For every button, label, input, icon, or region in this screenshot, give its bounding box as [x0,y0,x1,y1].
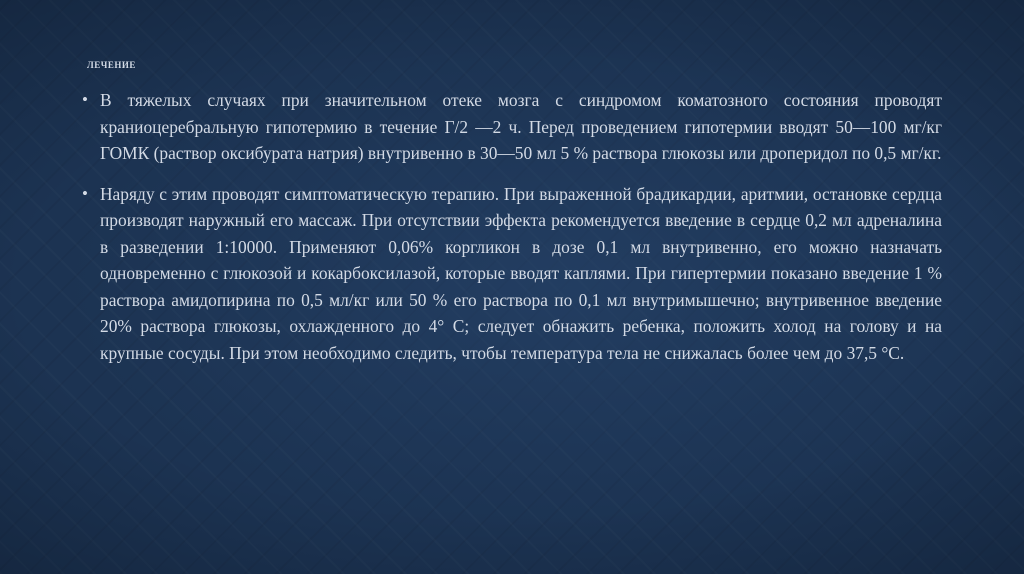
bullet-text: Наряду с этим проводят симптоматическую терапию. При выраженной брадикардии, аритмии, остановке сердца производят наружный его массаж. При отсутствии эффекта рекомендуется введение в сердце 0,2 мл адреналина в разведении 1:10000. Применяют 0,06% коргликон в дозе 0,1 мл внутривенно, его можно назначать одновременно с глюкозой и кокарбоксилазой, которые вводят каплями. При гипертермии показано введение 1 % раствора амидопирина по 0,5 мл/кг или 50 % его раствора по 0,1 мл внутримышечно; внутривенное введение 20% раствора глюкозы, охлажденного до 4° С; следует обнажить ребенка, положить холод на голову и на крупные сосуды. При этом необходимо следить, чтобы температура тела не снижалась более чем до 37,5 °С. [100,183,942,363]
slide-title: ЛЕЧЕНИЕ [87,60,136,70]
bullet-marker-icon: • [82,183,88,203]
bullet-marker-icon: • [82,90,88,109]
bullet-list [82,87,942,380]
bullet-text: В тяжелых случаях при значительном отеке мозга с синдромом коматозного состояния проводят краниоцеребральную гипотермию в течение Г/2 —2 ч. Перед проведением гипотермии вводят 50—100 мг/кг ГОМК (раствор оксибурата натрия) внутривенно в 30—50 мл 5 % раствора глюкозы или дроперидол по 0,5 мг/кг. [100,90,942,163]
bullet-item [82,87,942,167]
bullet-item [82,181,942,367]
